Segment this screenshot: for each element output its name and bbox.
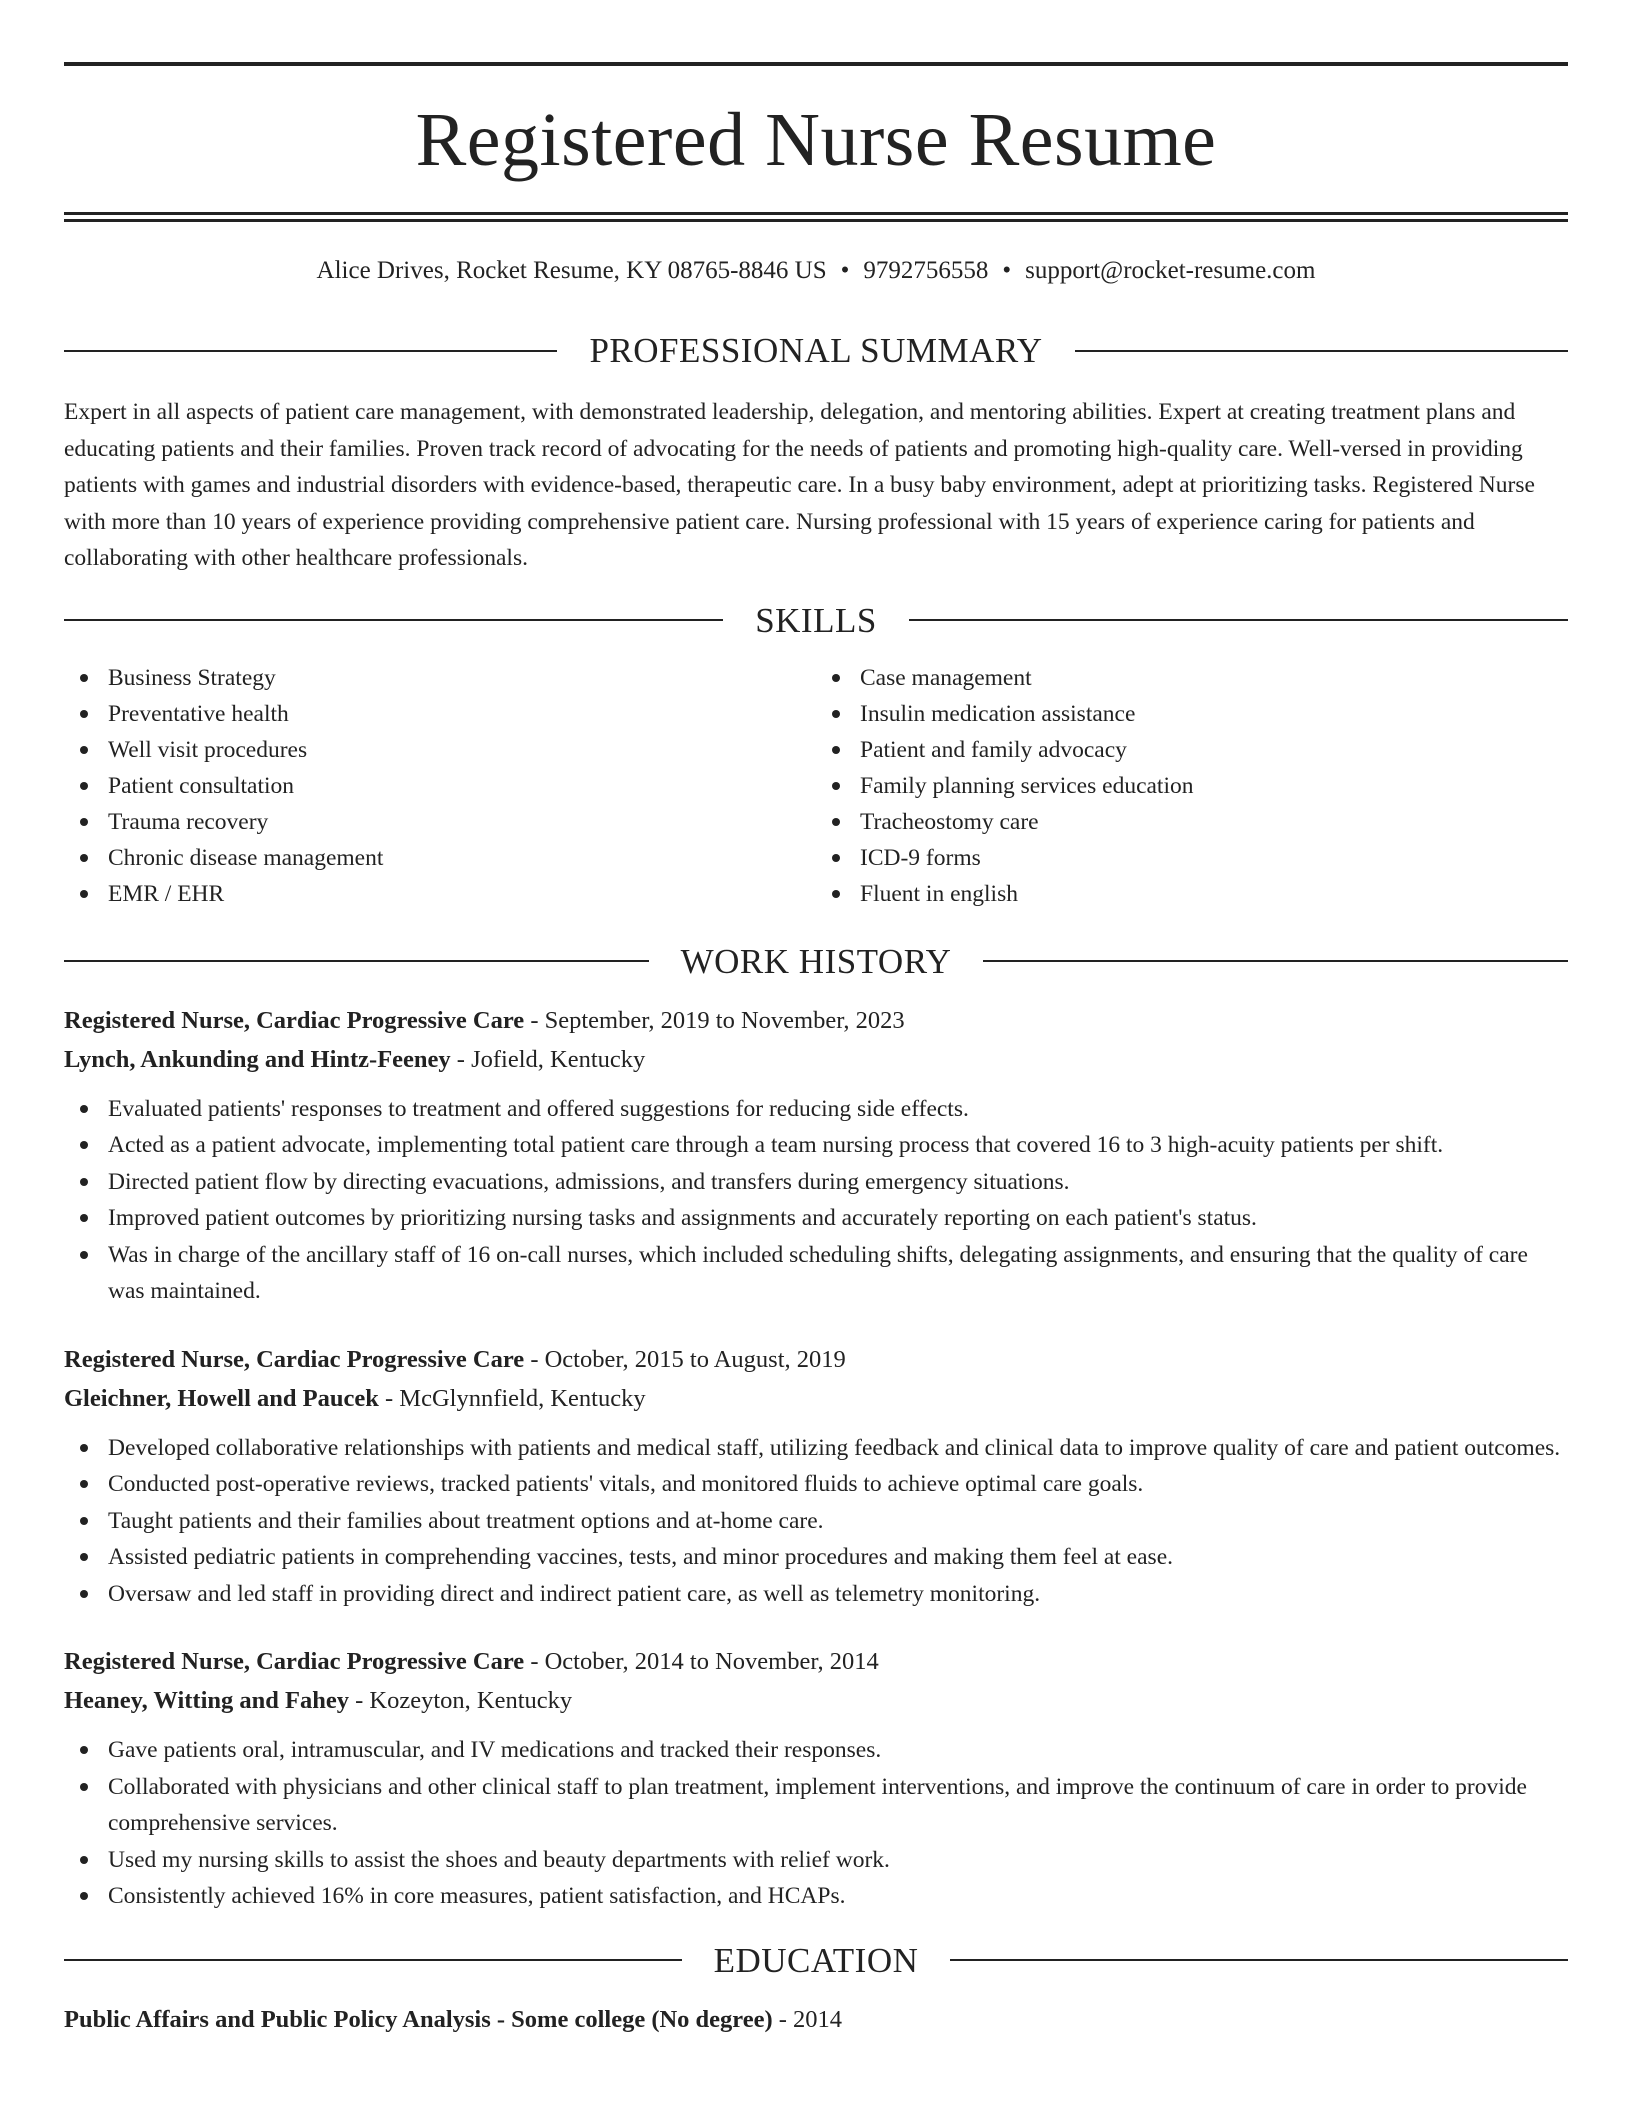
job-bullet: Evaluated patients' responses to treatment and offered suggestions for reducing side effects. xyxy=(64,1091,1568,1128)
summary-section-header xyxy=(64,333,1568,368)
job-bullets xyxy=(64,1091,1568,1310)
skill-item: Family planning services education xyxy=(816,768,1568,804)
education-entry xyxy=(64,2002,1568,2038)
contact-email: support@rocket-resume.com xyxy=(1025,257,1316,284)
job-bullets xyxy=(64,1430,1568,1613)
work-heading: WORK HISTORY xyxy=(680,941,952,981)
job-dates: - October, 2014 to November, 2014 xyxy=(524,1648,879,1675)
education-degree: Public Affairs and Public Policy Analysis - Some college (No degree) xyxy=(64,2005,773,2033)
contact-separator: • xyxy=(840,257,850,284)
resume-page xyxy=(64,0,1568,2038)
skill-item: Preventative health xyxy=(64,696,816,732)
skill-item: Case management xyxy=(816,660,1568,696)
job-dates: - October, 2015 to August, 2019 xyxy=(524,1345,846,1373)
job-title-line xyxy=(64,1001,1568,1040)
section-rule xyxy=(1075,350,1568,352)
job-location: - Jofield, Kentucky xyxy=(450,1045,646,1073)
job-title-line xyxy=(64,1642,1568,1681)
job-location: - McGlynnfield, Kentucky xyxy=(378,1384,646,1412)
skill-item: ICD-9 forms xyxy=(816,840,1568,876)
skill-item: Business Strategy xyxy=(64,660,816,696)
job-entry xyxy=(64,1642,1568,1915)
section-rule xyxy=(64,350,557,352)
summary-text: Expert in all aspects of patient care management, with demonstrated leadership, delegation, and mentoring abilities. Expert at creating treatment plans and educating patients and their families. Proven track record of advocating for the needs of patients and promoting high-quality care. Well-versed in providing patients with games and industrial disorders with evidence-based, therapeutic care. In a busy baby environment, adept at prioritizing tasks. Registered Nurse with more than 10 years of experience providing comprehensive patient care. Nursing professional with 15 years of experience caring for patients and collaborating with other healthcare professionals. xyxy=(64,399,1535,571)
job-bullet: Consistently achieved 16% in core measures, patient satisfaction, and HCAPs. xyxy=(64,1878,1568,1915)
contact-address: Alice Drives, Rocket Resume, KY 08765-8846 US xyxy=(316,257,827,284)
skills-column-right xyxy=(816,660,1568,912)
skill-item: EMR / EHR xyxy=(64,876,816,912)
job-location: - Kozeyton, Kentucky xyxy=(348,1687,573,1714)
job-title: Registered Nurse, Cardiac Progressive Care xyxy=(64,1006,525,1034)
job-company-line xyxy=(64,1379,1568,1418)
job-bullet: Assisted pediatric patients in comprehending vaccines, tests, and minor procedures and making them feel at ease. xyxy=(64,1539,1568,1576)
section-rule xyxy=(909,619,1568,621)
job-bullet: Taught patients and their families about treatment options and at-home care. xyxy=(64,1503,1568,1540)
skills-list xyxy=(64,660,1568,912)
job-title: Registered Nurse, Cardiac Progressive Care xyxy=(64,1648,525,1675)
skill-item: Tracheostomy care xyxy=(816,804,1568,840)
job-title: Registered Nurse, Cardiac Progressive Care xyxy=(64,1345,525,1373)
job-bullet: Improved patient outcomes by prioritizing nursing tasks and assignments and accurately reporting on each patient's status. xyxy=(64,1200,1568,1237)
skill-item: Fluent in english xyxy=(816,876,1568,912)
top-rule xyxy=(64,62,1568,66)
job-company-line xyxy=(64,1681,1568,1720)
job-bullet: Collaborated with physicians and other clinical staff to plan treatment, implement interventions, and improve the continuum of care in order to provide comprehensive services. xyxy=(64,1769,1568,1842)
skills-section-header xyxy=(64,600,1568,640)
section-rule xyxy=(983,960,1568,962)
skill-item: Patient consultation xyxy=(64,768,816,804)
job-company: Gleichner, Howell and Paucek xyxy=(64,1384,379,1412)
contact-line xyxy=(64,258,1568,283)
contact-phone: 9792756558 xyxy=(863,257,989,284)
education-year: - 2014 xyxy=(772,2005,843,2033)
skill-item: Insulin medication assistance xyxy=(816,696,1568,732)
summary-heading: PROFESSIONAL SUMMARY xyxy=(589,331,1043,370)
job-bullets xyxy=(64,1732,1568,1915)
skill-item: Well visit procedures xyxy=(64,732,816,768)
job-bullet: Developed collaborative relationships with patients and medical staff, utilizing feedback and clinical data to improve quality of care and patient outcomes. xyxy=(64,1430,1568,1467)
section-rule xyxy=(64,960,649,962)
skill-item: Chronic disease management xyxy=(64,840,816,876)
job-bullet: Was in charge of the ancillary staff of 16 on-call nurses, which included scheduling shifts, delegating assignments, and ensuring that the quality of care was maintained. xyxy=(64,1237,1568,1310)
education-heading: EDUCATION xyxy=(713,1940,919,1980)
skill-item: Trauma recovery xyxy=(64,804,816,840)
job-bullet: Acted as a patient advocate, implementing total patient care through a team nursing process that covered 16 to 3 high-acuity patients per shift. xyxy=(64,1127,1568,1164)
contact-separator: • xyxy=(1002,257,1012,284)
title-double-rule xyxy=(64,212,1568,222)
job-bullet: Used my nursing skills to assist the shoes and beauty departments with relief work. xyxy=(64,1842,1568,1879)
job-bullet: Oversaw and led staff in providing direct and indirect patient care, as well as telemetry monitoring. xyxy=(64,1576,1568,1613)
job-bullet: Directed patient flow by directing evacuations, admissions, and transfers during emergency situations. xyxy=(64,1164,1568,1201)
job-dates: - September, 2019 to November, 2023 xyxy=(524,1006,905,1034)
skills-heading: SKILLS xyxy=(755,600,877,640)
job-company-line xyxy=(64,1040,1568,1079)
job-company: Lynch, Ankunding and Hintz-Feeney xyxy=(64,1045,451,1073)
section-rule xyxy=(64,619,723,621)
job-title-line xyxy=(64,1340,1568,1379)
education-section-header xyxy=(64,1940,1568,1980)
skills-column-left xyxy=(64,660,816,912)
job-entry xyxy=(64,1001,1568,1310)
job-company: Heaney, Witting and Fahey xyxy=(64,1687,349,1714)
section-rule xyxy=(64,1959,682,1961)
resume-title: Registered Nurse Resume xyxy=(415,98,1217,182)
job-entry xyxy=(64,1340,1568,1613)
skill-item: Patient and family advocacy xyxy=(816,732,1568,768)
section-rule xyxy=(950,1959,1568,1961)
work-section-header xyxy=(64,941,1568,981)
job-bullet: Gave patients oral, intramuscular, and IV medications and tracked their responses. xyxy=(64,1732,1568,1769)
job-bullet: Conducted post-operative reviews, tracked patients' vitals, and monitored fluids to achieve optimal care goals. xyxy=(64,1466,1568,1503)
